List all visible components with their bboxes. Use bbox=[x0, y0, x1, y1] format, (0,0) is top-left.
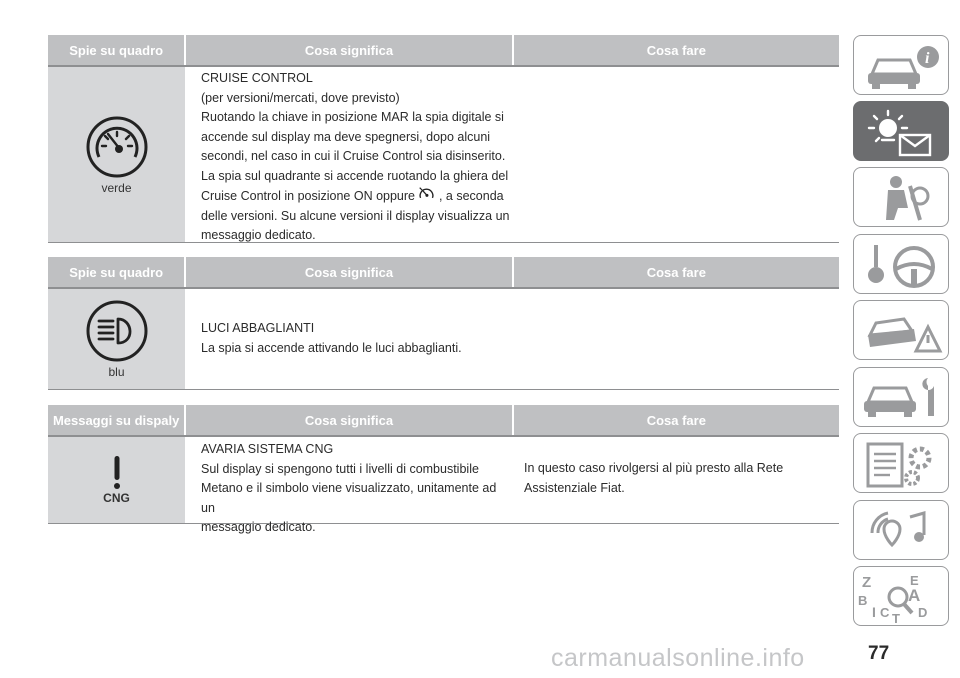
meaning-line: messaggio dedicato. bbox=[201, 228, 316, 242]
page-number: 77 bbox=[868, 643, 890, 664]
meaning-title: LUCI ABBAGLIANTI bbox=[201, 321, 315, 335]
message-table-cng bbox=[48, 405, 839, 534]
meaning-line: Ruotando la chiave in posizione MAR la spia digitale si bbox=[201, 110, 504, 124]
tab-vehicle-info[interactable] bbox=[853, 35, 949, 95]
car-crash-icon bbox=[858, 305, 946, 357]
header-col-meaning: Cosa significa bbox=[304, 264, 394, 280]
svg-text:i: i bbox=[925, 50, 930, 67]
meaning-line: messaggio dedicato. bbox=[201, 520, 316, 534]
indicator-cell bbox=[48, 437, 185, 523]
svg-text:D: D bbox=[918, 605, 928, 620]
meaning-line: delle versioni. Su alcune versioni il display visualizza un bbox=[201, 208, 510, 223]
warning-lights-message-icon bbox=[858, 106, 946, 158]
cruise-control-icon bbox=[85, 115, 149, 179]
cruise-control-inline-icon bbox=[418, 186, 435, 203]
meaning-line: (per versioni/mercati, dove previsto) bbox=[201, 90, 400, 105]
tab-technical-data[interactable] bbox=[853, 433, 949, 493]
tab-safety[interactable] bbox=[853, 167, 949, 227]
key-steering-wheel-icon bbox=[858, 239, 946, 291]
car-wrench-icon bbox=[858, 372, 946, 424]
car-info-icon bbox=[858, 40, 946, 92]
header-col-action: Cosa fare bbox=[646, 412, 706, 428]
indicator-color-label: verde bbox=[101, 180, 132, 195]
cng-warning-icon bbox=[110, 456, 124, 490]
action-text bbox=[512, 67, 839, 242]
svg-text:E: E bbox=[910, 573, 919, 588]
meaning-line: Sul display si spengono tutti i livelli di combustibile bbox=[201, 461, 479, 476]
tab-index[interactable] bbox=[853, 566, 949, 626]
tab-warning-lights[interactable] bbox=[853, 101, 949, 161]
alphabet-index-icon bbox=[858, 571, 946, 623]
svg-text:T: T bbox=[892, 611, 900, 623]
header-col-action: Cosa fare bbox=[646, 42, 706, 58]
tab-starting-driving[interactable] bbox=[853, 234, 949, 294]
svg-text:C: C bbox=[880, 605, 890, 620]
tab-multimedia[interactable] bbox=[853, 500, 949, 560]
table-row bbox=[48, 289, 839, 390]
table-header bbox=[48, 405, 839, 437]
seat-airbag-icon bbox=[858, 172, 946, 224]
action-line: Assistenziale Fiat. bbox=[524, 480, 625, 495]
multimedia-note-icon bbox=[858, 505, 946, 557]
header-col-action: Cosa fare bbox=[646, 264, 706, 280]
cng-label: CNG bbox=[103, 490, 130, 505]
svg-text:B: B bbox=[858, 593, 868, 608]
tab-emergency[interactable] bbox=[853, 300, 949, 360]
header-col-meaning: Cosa significa bbox=[304, 412, 394, 428]
document-gear-icon bbox=[858, 438, 946, 490]
meaning-text bbox=[185, 437, 512, 534]
meaning-line: Metano e il simbolo viene visualizzato, unitamente ad un bbox=[201, 481, 497, 515]
warning-table-high-beam bbox=[48, 257, 839, 390]
header-col-indicator: Spie su quadro bbox=[69, 264, 164, 280]
meaning-line: accende sul display ma deve spegnersi, dopo alcuni bbox=[201, 129, 491, 144]
watermark: carmanualsonline.info bbox=[551, 644, 805, 672]
indicator-color-label: blu bbox=[108, 365, 125, 379]
table-row bbox=[48, 67, 839, 243]
meaning-line: La spia sul quadrante si accende ruotando la ghiera del bbox=[201, 168, 509, 183]
indicator-cell bbox=[48, 67, 185, 242]
table-header bbox=[48, 257, 839, 289]
svg-text:I: I bbox=[872, 604, 876, 620]
header-col-message: Messaggi su dispaly bbox=[52, 412, 180, 428]
meaning-line: secondi, nel caso in cui il Cruise Control sia disinserito. bbox=[201, 149, 506, 163]
tab-maintenance[interactable] bbox=[853, 367, 949, 427]
action-line: In questo caso rivolgersi al più presto alla Rete bbox=[524, 461, 784, 475]
meaning-text bbox=[185, 67, 512, 242]
indicator-cell bbox=[48, 289, 185, 389]
header-col-meaning: Cosa significa bbox=[304, 42, 394, 58]
action-text bbox=[512, 289, 839, 389]
meaning-line: La spia si accende attivando le luci abbaglianti. bbox=[201, 340, 462, 355]
svg-text:Z: Z bbox=[862, 574, 872, 591]
svg-text:A: A bbox=[908, 586, 921, 605]
action-text bbox=[512, 437, 839, 523]
table-header bbox=[48, 35, 839, 67]
high-beam-icon bbox=[85, 299, 149, 363]
table-row bbox=[48, 437, 839, 534]
header-col-indicator: Spie su quadro bbox=[69, 42, 164, 58]
meaning-line-with-icon: Cruise Control in posizione ON oppure , a seconda bbox=[201, 186, 512, 207]
meaning-title: AVARIA SISTEMA CNG bbox=[201, 442, 334, 456]
warning-table-cruise-control bbox=[48, 35, 839, 243]
meaning-title: CRUISE CONTROL bbox=[201, 71, 313, 85]
meaning-text bbox=[185, 289, 512, 389]
